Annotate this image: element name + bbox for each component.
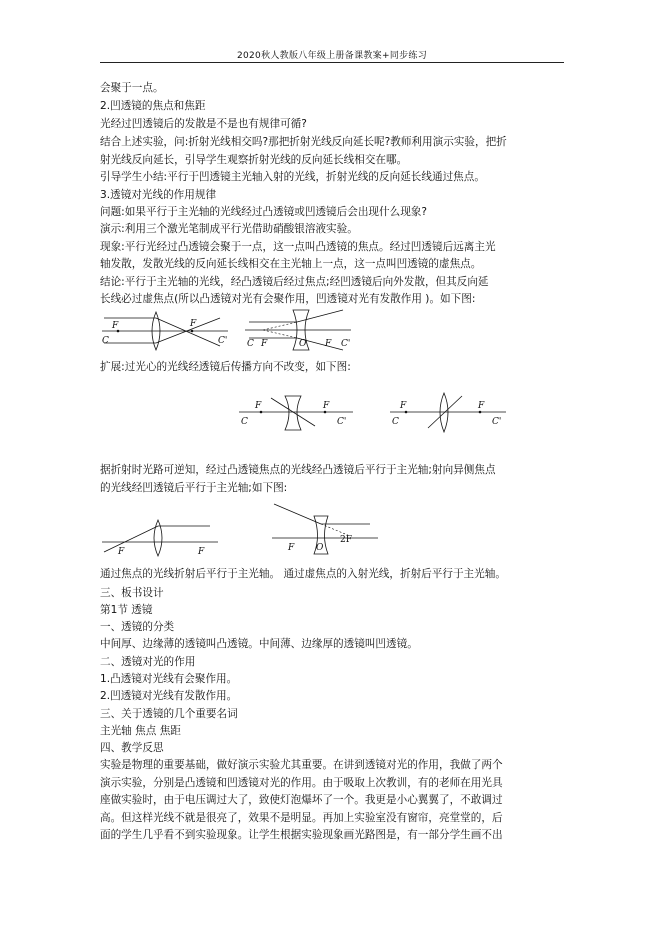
section-heading: 一、透镜的分类 [100, 621, 175, 633]
text-line: 演示实验，分别是凸透镜和凹透镜对光的作用。由于吸取上次教训，有的老师在用光具 [100, 777, 503, 789]
section-heading: 三、板书设计 [100, 587, 164, 599]
label-F: F [261, 339, 268, 349]
text-line: 结论:平行于主光轴的光线，经凸透镜后经过焦点;经凹透镜后向外发散，但其反向延 [100, 276, 489, 288]
label-F: F [288, 543, 295, 553]
page-header: 2020秋人教版八年级上册备课教案+同步练习 [236, 51, 428, 61]
text-line: 面的学生几乎看不到实验现象。让学生根据实验现象画光路图是，有一部分学生画不出 [100, 829, 503, 841]
label-F: F [478, 401, 485, 411]
text-line: 1.凸透镜对光线有会聚作用。 [100, 673, 238, 685]
text-line: 会聚于一点。 [100, 82, 164, 94]
text-line: 2.凹透镜对光线有发散作用。 [100, 690, 238, 702]
text-line: 扩展:过光心的光线经透镜后传播方向不改变，如下图: [100, 361, 351, 373]
text-line: 光经过凹透镜后的发散是不是也有规律可循? [100, 118, 307, 130]
concave-lens-optical-center-figure [237, 392, 355, 436]
text-line: 据折射时光路可逆知，经过凸透镜焦点的光线经凸透镜后平行于主光轴;射向异侧焦点 [100, 464, 496, 476]
text-line: 长线必过虚焦点(所以凸透镜对光有会聚作用，凹透镜对光有发散作用 )。如下图: [100, 293, 476, 305]
label-F: F [198, 547, 205, 557]
label-C: C [247, 339, 254, 349]
header-rule [100, 62, 564, 63]
label-C-prime: C' [337, 417, 347, 427]
label-2F: 2F [340, 535, 352, 545]
text-line: 结合上述实验，问:折射光线相交吗?那把折射光线反向延长呢?教师利用演示实验，把折 [100, 136, 507, 148]
text-line: 演示:利用三个激光笔制成平行光借助硝酸银溶液实验。 [100, 223, 358, 235]
text-line: 高。但这样光线不就是很亮了，效果不是明显。再加上实验室没有窗帘，亮堂堂的，后 [100, 812, 503, 824]
section-heading: 三、关于透镜的几个重要名词 [100, 708, 238, 720]
label-O: O [299, 339, 307, 349]
text-line: 轴发散，发散光线的反向延长线相交在主光轴上一点，这一点叫凹透镜的虚焦点。 [100, 258, 482, 270]
text-line: 射光线反向延长，引导学生观察折射光线的反向延长线相交在哪。 [100, 154, 408, 166]
label-F: F [325, 339, 332, 349]
label-C-prime: C' [492, 417, 502, 427]
section-heading: 第1节 透镜 [100, 604, 153, 616]
text-line: 问题:如果平行于主光轴的光线经过凸透镜或凹透镜后会出现什么现象? [100, 206, 428, 218]
label-C-prime: C' [218, 336, 228, 346]
text-line: 引导学生小结:平行于凹透镜主光轴入射的光线，折射光线的反向延长线通过焦点。 [100, 171, 485, 183]
section-heading: 2.凹透镜的焦点和焦距 [100, 100, 206, 112]
label-C: C [392, 417, 399, 427]
label-F: F [400, 401, 407, 411]
section-heading: 四、教学反思 [100, 742, 164, 754]
text-line: 实验是物理的重要基础，做好演示实验尤其重要。在讲到透镜对光的作用，我做了两个 [100, 759, 503, 771]
text-line: 主光轴 焦点 焦距 [100, 725, 181, 737]
label-C: C [241, 417, 248, 427]
text-line: 座做实验时，由于电压调过大了，致使灯泡爆坏了一个。我更是小心翼翼了，不敢调过 [100, 794, 503, 806]
text-line: 通过焦点的光线折射后平行于主光轴。 通过虚焦点的入射光线，折射后平行于主光轴。 [100, 568, 506, 580]
text-line: 的光线经凹透镜后平行于主光轴;如下图: [100, 482, 288, 494]
section-heading: 3.透镜对光线的作用规律 [100, 189, 217, 201]
label-F: F [112, 321, 119, 331]
text-line: 现象:平行光经过凸透镜会聚于一点，这一点叫凸透镜的焦点。经过凹透镜后远离主光 [100, 241, 496, 253]
label-O: O [316, 543, 324, 553]
label-C-prime: C' [341, 339, 351, 349]
label-F: F [118, 547, 125, 557]
label-F: F [190, 319, 197, 329]
concave-lens-diverging-figure [243, 304, 353, 356]
section-heading: 二、透镜对光的作用 [100, 656, 196, 668]
concave-lens-virtual-focus-figure [270, 498, 380, 558]
convex-lens-focus-ray-figure [100, 512, 220, 558]
label-F: F [323, 401, 330, 411]
label-C: C [102, 336, 109, 346]
convex-lens-converging-figure [100, 306, 230, 356]
text-line: 中间厚、边缘薄的透镜叫凸透镜。中间薄、边缘厚的透镜叫凹透镜。 [100, 638, 418, 650]
convex-lens-optical-center-figure [388, 390, 508, 436]
label-F: F [255, 401, 262, 411]
